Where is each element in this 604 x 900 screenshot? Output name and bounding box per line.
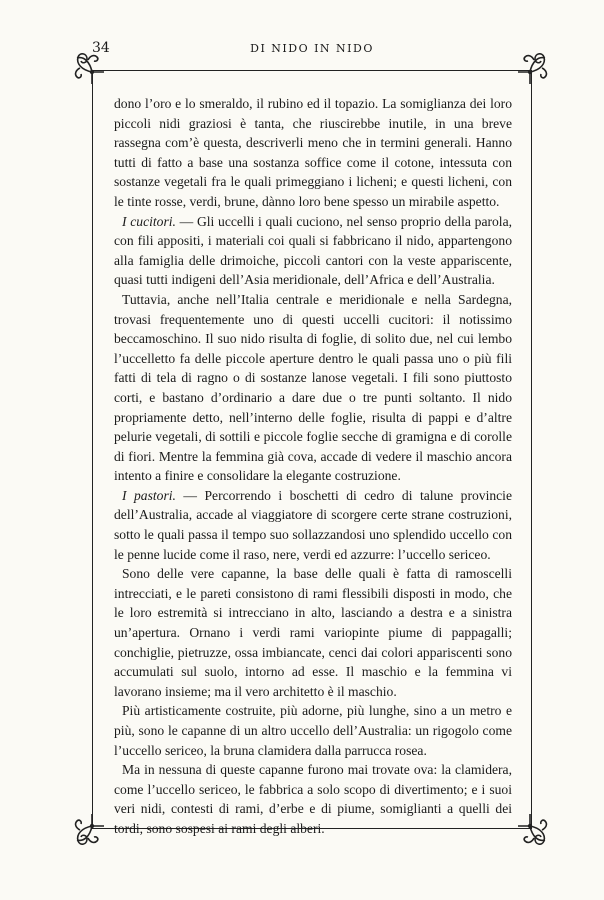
paragraph [114, 564, 512, 701]
page-header [92, 40, 532, 60]
page-number: 34 [92, 40, 110, 56]
text-body [114, 94, 512, 839]
paragraph-text: Sono delle vere capanne, la base delle quali è fatta di ramoscelli intrecciati, e le pareti consistono di rami flessibili disposti in modo, che le loro estremità si intrecciano in alto, lasciando a destra e a sinistra un’apertura. Ornano i verdi rami variopinte piume di pappagalli; conchiglie, pietruzze, ossa imbiancate, cenci dai colori appariscenti sono accumulati sul suolo, intorno ad esse. Il maschio e la femmina vi lavorano insieme; ma il vero architetto è il maschio. [114, 566, 512, 699]
corner-ornament-icon [70, 50, 108, 88]
paragraph [114, 94, 512, 212]
paragraph [114, 290, 512, 486]
running-title: DI NIDO IN NIDO [250, 42, 374, 55]
paragraph-text: Tuttavia, anche nell’Italia centrale e meridionale e nella Sardegna, trovasi frequentemente uno di questi uccelli cucitori: il notissimo beccamoschino. Il suo nido risulta di foglie, di solito due, nel cui lembo l’uccelletto fa delle piccole aperture dentro le quali passa uno o più fili fatti di tela di ragno o di sostanze lanose vegetali. I fili sono piuttosto corti, e bastano d’ordinario a dare due o tre punti soltanto. Il nido propriamente detto, nell’interno delle foglie, risulta di pappi e d’altre pelurie vegetali, di sottili e piccole foglie secche di gramigna e di corolle di fiori. Mentre la femmina già cova, accade di vedere il maschio ancora intento a finire e consolidare la elegante costruzione. [114, 291, 512, 484]
section-lead: I pastori. [122, 487, 176, 503]
paragraph [114, 760, 512, 838]
paragraph-text: dono l’oro e lo smeraldo, il rubino ed il topazio. La somiglianza dei loro piccoli nidi graziosi è tanta, che riuscirebbe inutile, in una breve rassegna com’è questa, descriverli meno che in termini generali. Hanno tutti di fatto a base una sostanza soffice come il cotone, intessuta con sostanze vegetali fra le quali primeggiano i licheni; e questi licheni, con le tinte rosse, verdi, brune, dànno loro bene spesso un mirabile aspetto. [114, 96, 512, 209]
corner-ornament-icon [514, 810, 552, 848]
paragraph-text: Ma in nessuna di queste capanne furono mai trovate ova: la clamidera, come l’uccello sericeo, le fabbrica a solo scopo di divertimento; e i suoi veri nidi, contesti di rami, d’erbe e di piume, somiglianti a quelli dei tordi, sono sospesi ai rami degli alberi. [114, 762, 512, 836]
paragraph-text: — Percorrendo i boschetti di cedro di talune provincie dell’Australia, accade al viaggiatore di scorgere certe strane costruzioni, sotto le quali passa il tempo suo sollazzandosi uno splendido uccello con le penne lucide come il raso, nere, verdi ed azzurre: l’uccello sericeo. [114, 487, 512, 562]
paragraph [114, 486, 512, 564]
paragraph [114, 701, 512, 760]
corner-ornament-icon [514, 50, 552, 88]
paragraph-text: — Gli uccelli i quali cuciono, nel senso proprio della parola, con fili appositi, i materiali coi quali si fabbricano il nido, appartengono alla famiglia delle drimoiche, piccoli cantori con la veste appariscente, quasi tutti indigeni dell’Asia meridionale, dell’Africa e dell’Australia. [114, 213, 513, 288]
paragraph-text: Più artisticamente costruite, più adorne, più lunghe, sino a un metro e più, sono le capanne di un altro uccello dell’Australia: un rigogolo come l’uccello sericeo, la bruna clamidera dalla parrucca rosea. [114, 703, 512, 758]
section-lead: I cucitori. [122, 213, 176, 229]
paragraph [114, 212, 512, 290]
corner-ornament-icon [70, 810, 108, 848]
